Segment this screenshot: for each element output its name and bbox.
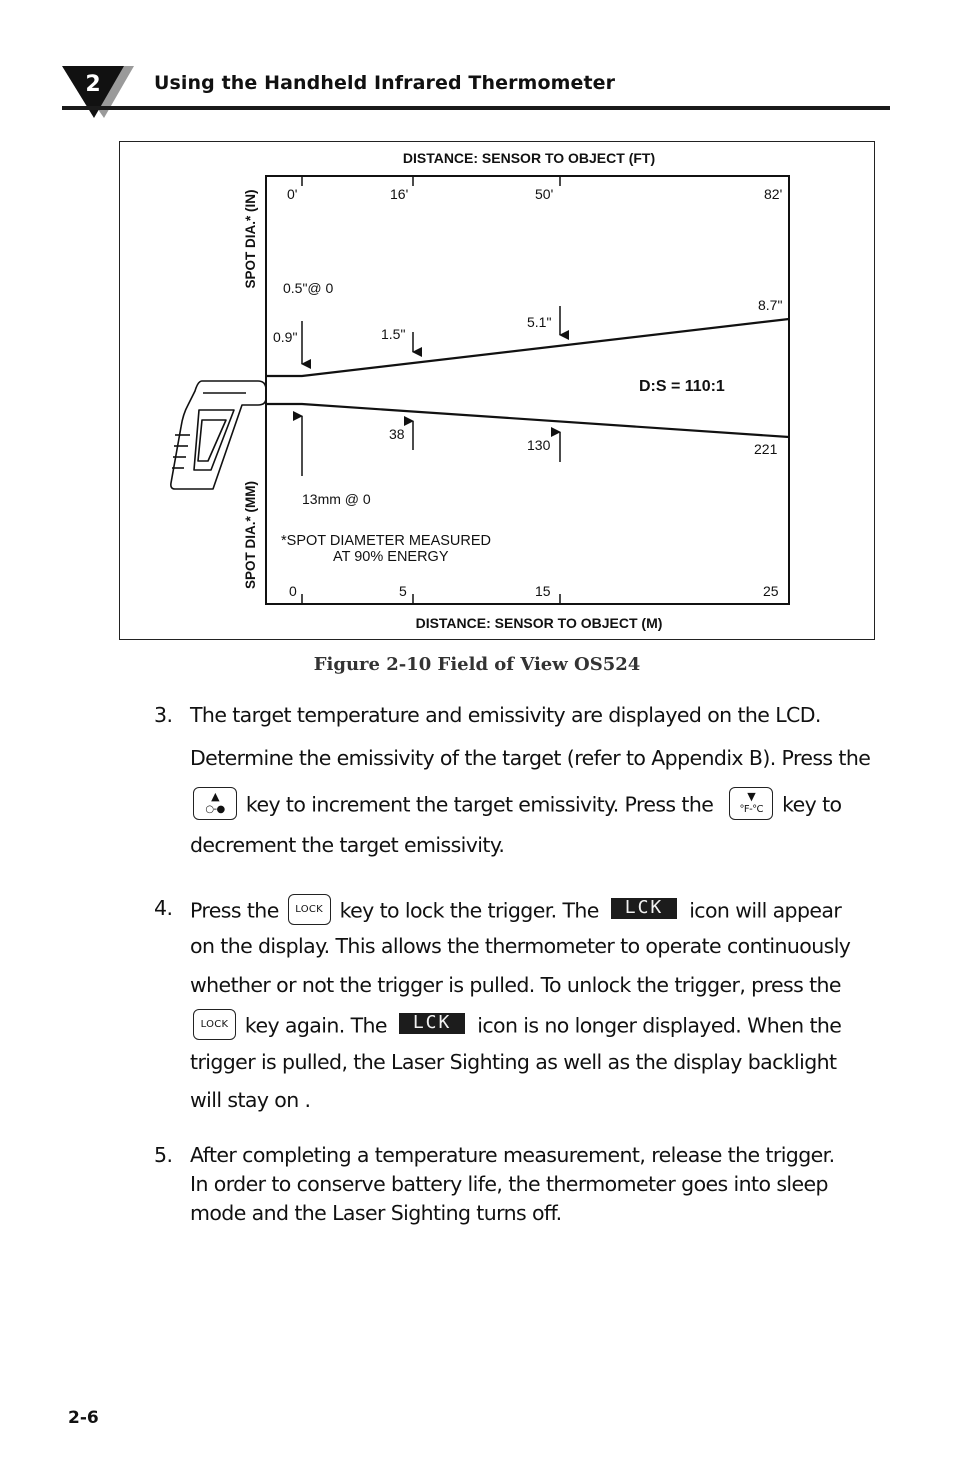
triangle-down-icon: ▼ <box>747 790 756 803</box>
bottom-tick-label: 5 <box>399 583 407 599</box>
footnote: AT 90% ENERGY <box>333 549 449 565</box>
step-number: 4. <box>154 896 173 920</box>
top-tick-label: 50' <box>535 186 554 202</box>
step-text: icon will appear <box>689 898 842 923</box>
step-text: key to increment the target emissivity. Press the <box>245 792 714 817</box>
top-tick-label: 16' <box>390 186 409 202</box>
step-text: decrement the target emissivity. <box>190 833 505 857</box>
triangle-up-icon: ▲ <box>211 790 219 803</box>
step-text: Press the <box>190 898 279 923</box>
spot-label-mm: 38 <box>389 426 405 442</box>
step-text: trigger is pulled, the Laser Sighting as well as the display backlight <box>190 1050 837 1074</box>
step-number: 3. <box>154 703 173 727</box>
step-text: icon is no longer displayed. When the <box>477 1013 842 1038</box>
thermometer-icon <box>171 381 266 489</box>
top-tick-label: 0' <box>287 186 298 202</box>
bottom-axis-title: DISTANCE: SENSOR TO OBJECT (M) <box>415 615 663 631</box>
step-number: 5. <box>154 1143 173 1167</box>
top-tick-label: 82' <box>764 186 783 202</box>
step-3 <box>154 703 874 863</box>
step-4 <box>154 896 874 1121</box>
spot-label-mm: 221 <box>754 441 778 457</box>
field-of-view-diagram <box>0 0 954 660</box>
step-5 <box>154 1143 874 1233</box>
y-label-mm: SPOT DIA.* (MM) <box>243 481 258 589</box>
bottom-tick-label: 25 <box>763 583 779 599</box>
figure-caption: Figure 2-10 Field of View OS524 <box>313 654 641 675</box>
emissivity-up-key: ▲ ○-● <box>193 787 237 820</box>
spot-label-mm: 130 <box>527 437 551 453</box>
spot-label-mm: 13mm @ 0 <box>302 491 371 507</box>
step-text-line <box>190 789 842 822</box>
step-text: will stay on . <box>190 1088 311 1112</box>
step-text: In order to conserve battery life, the thermometer goes into sleep <box>190 1172 828 1196</box>
step-text: Determine the emissivity of the target (refer to Appendix B). Press the <box>190 746 871 770</box>
lock-key: LOCK <box>193 1009 236 1040</box>
page-number: 2-6 <box>68 1408 99 1428</box>
step-text: The target temperature and emissivity are displayed on the LCD. <box>190 703 821 727</box>
step-text: key again. The <box>244 1013 387 1038</box>
step-text: on the display. This allows the thermometer to operate continuously <box>190 934 851 958</box>
chapter-number: 2 <box>85 72 101 97</box>
bottom-tick-label: 0 <box>289 583 297 599</box>
bottom-tick-label: 15 <box>535 583 551 599</box>
step-text-line <box>190 896 841 927</box>
step-text-line <box>190 1011 841 1042</box>
distance-to-spot-ratio: D:S = 110:1 <box>639 378 725 395</box>
step-text: After completing a temperature measurement, release the trigger. <box>190 1143 835 1167</box>
unit-down-key: ▼ °F-°C <box>729 787 773 820</box>
lock-key: LOCK <box>288 894 331 925</box>
lck-display-icon: LCK <box>611 898 678 919</box>
step-text: whether or not the trigger is pulled. To unlock the trigger, press the <box>190 973 841 997</box>
y-label-inches: SPOT DIA.* (IN) <box>243 189 258 289</box>
chapter-title: Using the Handheld Infrared Thermometer <box>154 72 616 94</box>
spot-label-in: 8.7" <box>758 297 783 313</box>
step-text: mode and the Laser Sighting turns off. <box>190 1201 562 1225</box>
step-text: key to <box>782 792 842 817</box>
spot-label-in: 1.5" <box>381 326 406 342</box>
spot-label-in: 5.1" <box>527 314 552 330</box>
beam-lower-edge <box>266 404 789 437</box>
lck-display-icon: LCK <box>399 1013 466 1034</box>
spot-label-in: 0.5"@ 0 <box>283 280 334 296</box>
footnote: *SPOT DIAMETER MEASURED <box>281 533 492 549</box>
top-axis-title: DISTANCE: SENSOR TO OBJECT (FT) <box>402 150 656 166</box>
step-text: key to lock the trigger. The <box>339 898 599 923</box>
spot-label-in: 0.9" <box>273 329 298 345</box>
